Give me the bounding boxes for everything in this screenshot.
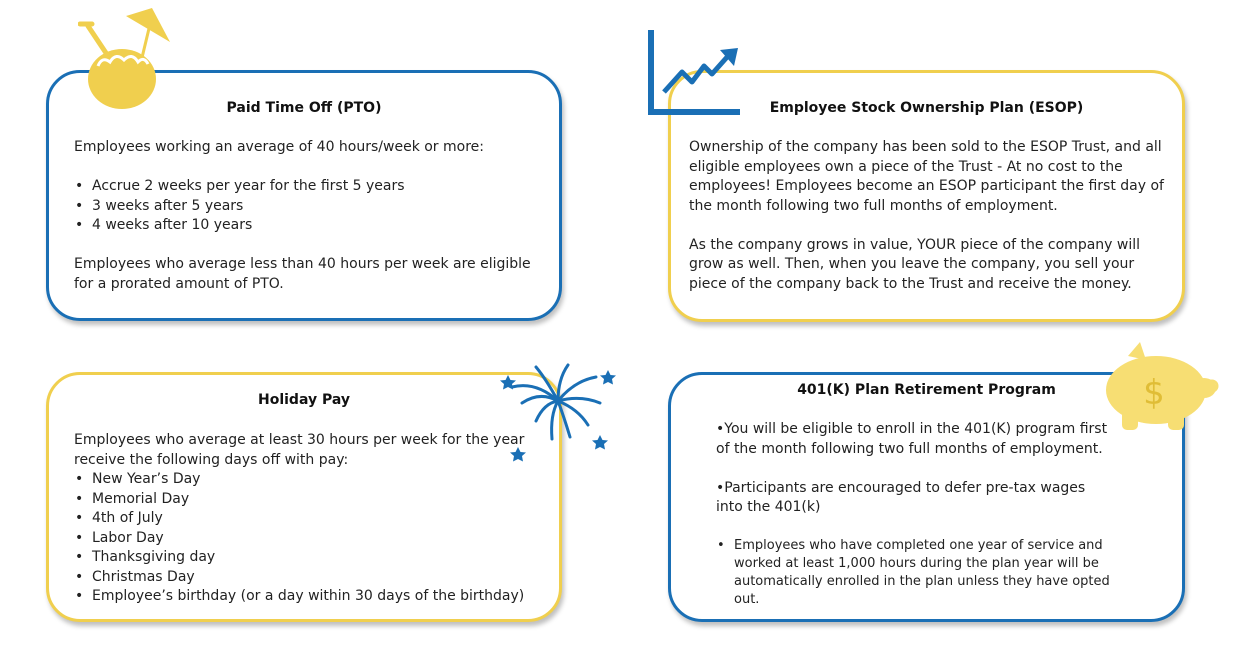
holiday-card xyxy=(46,372,562,622)
esop-title: Employee Stock Ownership Plan (ESOP) xyxy=(769,100,1084,116)
list-item: • Memorial Day xyxy=(74,490,549,510)
list-item: • 4th of July xyxy=(74,509,549,529)
pto-title: Paid Time Off (PTO) xyxy=(226,100,382,116)
list-item: • 3 weeks after 5 years xyxy=(74,197,534,217)
holiday-intro: Employees who average at least 30 hours per week for the year receive the following days off with pay: xyxy=(74,432,525,468)
list-item: • Employee’s birthday (or a day within 30 days of the birthday) xyxy=(74,587,549,607)
holiday-title: Holiday Pay xyxy=(258,392,350,408)
esop-card xyxy=(668,70,1185,322)
list-item: • New Year’s Day xyxy=(74,470,549,490)
pto-bullets xyxy=(74,177,534,236)
pto-body xyxy=(74,138,534,294)
k401-bullets xyxy=(716,537,1116,609)
esop-body xyxy=(689,138,1174,294)
coconut-drink-icon xyxy=(78,4,178,114)
esop-para-2: As the company grows in value, YOUR piece of the company will grow as well. Then, when you leave the company, you sell your piece of the company back to the Trust and receive the money. xyxy=(689,236,1141,292)
list-item: • Employees who have completed one year of service and worked at least 1,000 hours during the plan year will be automatically enrolled in the plan unless they have opted out. xyxy=(716,537,1116,609)
k401-title: 401(K) Plan Retirement Program xyxy=(797,382,1056,398)
holiday-bullets xyxy=(74,470,549,607)
holiday-body xyxy=(74,431,549,607)
esop-para-1: Ownership of the company has been sold to the ESOP Trust, and all eligible employees own a piece of the Trust - At no cost to the employees! Employees become an ESOP participant the first day of the month following two full months of employment. xyxy=(689,139,1164,214)
list-item: • Christmas Day xyxy=(74,568,549,588)
k401-body xyxy=(716,420,1116,609)
pto-intro: Employees working an average of 40 hours/week or more: xyxy=(74,139,484,155)
list-item: • Labor Day xyxy=(74,529,549,549)
k401-para-1: •You will be eligible to enroll in the 401(K) program first of the month following two full months of employment. xyxy=(716,421,1108,457)
list-item: • Thanksgiving day xyxy=(74,548,549,568)
list-item: • 4 weeks after 10 years xyxy=(74,216,534,236)
piggy-dollar-sign: $ xyxy=(1143,373,1165,413)
stock-chart-icon xyxy=(640,28,745,123)
k401-para-2: •Participants are encouraged to defer pre-tax wages into the 401(k) xyxy=(716,479,1086,515)
fireworks-icon xyxy=(496,355,631,470)
list-item: • Accrue 2 weeks per year for the first 5 years xyxy=(74,177,534,197)
piggy-bank-icon xyxy=(1100,340,1225,435)
pto-footer: Employees who average less than 40 hours per week are eligible for a prorated amount of PTO. xyxy=(74,256,531,292)
